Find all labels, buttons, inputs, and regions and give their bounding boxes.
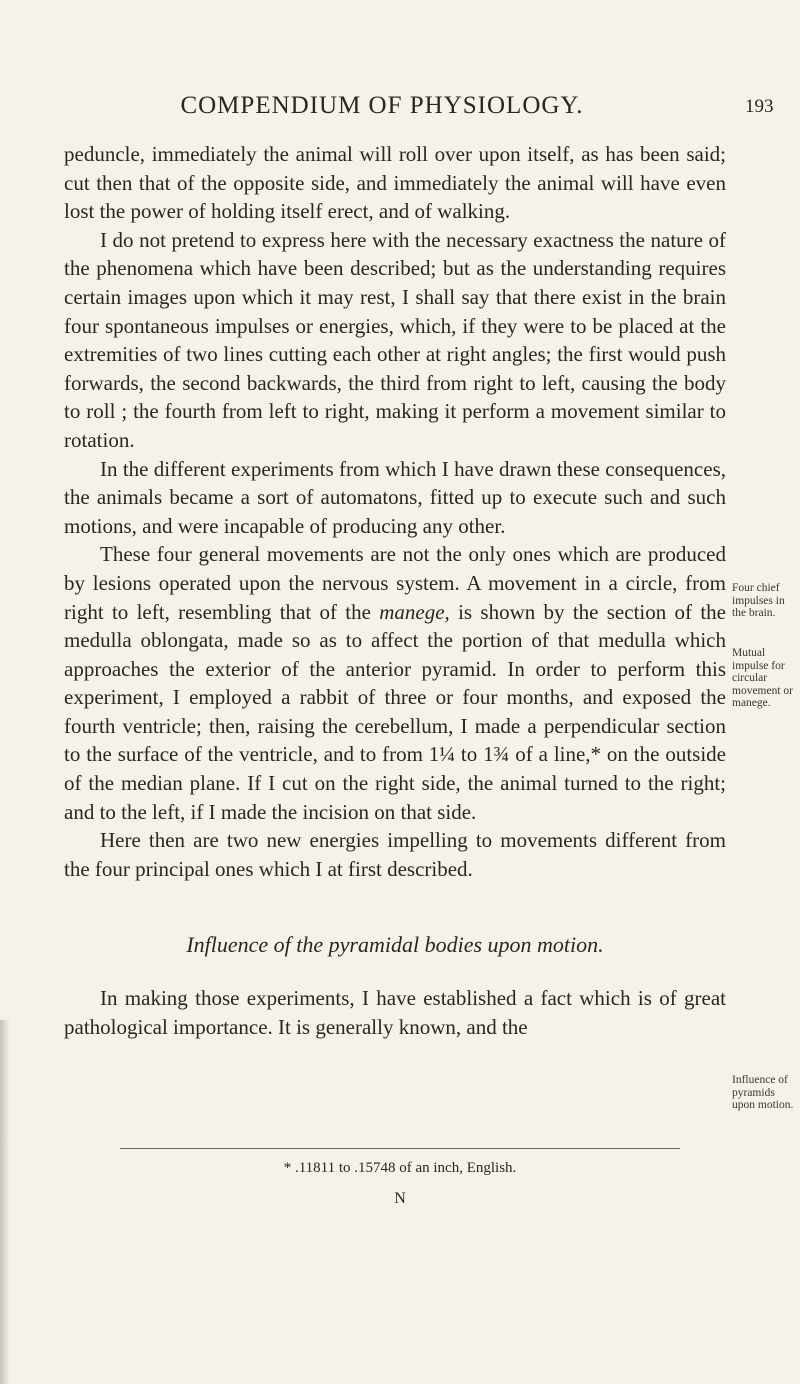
footnote: * .11811 to .15748 of an inch, English. (283, 1160, 517, 1176)
page-number: 193 (745, 96, 774, 117)
paragraph-4-part-a: These four general movements are not the only ones which are produced by lesions operated upon the nervous system. A movement in a circle, from right to left, resembling that of the (64, 542, 726, 624)
paragraph-4-part-b: is shown by the section of the medulla oblongata, made so as to affect the portion of that medulla which approaches the exterior of the anterior pyramid. In order to perform this experiment, I employed a rabbit of three or four months, and exposed the fourth ventricle; then, raising the cerebellum, I made a perpendicular section to the surface of the ventricle, and to from 1¼ to 1¾ of a line,* on the outside of the median plane. If I cut on the right side, the animal turned to the right; and to the left, if I made the incision on that side. (64, 599, 726, 824)
margin-note-pyramids: Influence of pyramids upon motion. (732, 1074, 794, 1111)
paragraph-4 (64, 540, 726, 826)
paragraph-6: In making those experiments, I have established a fact which is of great pathological importance. It is generally known, and the (64, 986, 726, 1039)
section-heading: Influence of the pyramidal bodies upon motion. (186, 932, 604, 958)
paragraph-1: peduncle, immediately the animal will roll over upon itself, as has been said; cut then that of the opposite side, and immediately the animal will have even lost the power of holding itself erect, and of walking. (64, 142, 726, 224)
body-text (64, 140, 726, 1041)
running-title: COMPENDIUM OF PHYSIOLOGY. (180, 92, 584, 119)
margin-note-four-impulses: Four chief impulses in the brain. (732, 582, 785, 619)
paragraph-4-italic: manege, (379, 599, 450, 624)
signature-mark: N (394, 1190, 406, 1207)
footnote-rule (120, 1148, 680, 1149)
paragraph-3: In the different experiments from which I have drawn these consequences, the animals became a sort of automatons, fitted up to execute such and such motions, and were incapable of producing any other. (64, 456, 726, 538)
paragraph-2: I do not pretend to express here with the necessary exactness the nature of the phenomena which have been described; but as the understanding requires certain images upon which it may rest, I shall say that there exist in the brain four spontaneous impulses or energies, which, if they were to be placed at the extremities of two lines cutting each other at right angles; the first would push forwards, the second backwards, the third from right to left, causing the body to roll ; the fourth from left to right, making it perform a movement similar to rotation. (64, 227, 726, 452)
margin-note-mutual-impulse: Mutual impulse for circular movement or manege. (732, 647, 793, 709)
paragraph-5: Here then are two new energies impelling to movements different from the four principal ones which I at first described. (64, 828, 726, 881)
running-head (0, 92, 800, 126)
